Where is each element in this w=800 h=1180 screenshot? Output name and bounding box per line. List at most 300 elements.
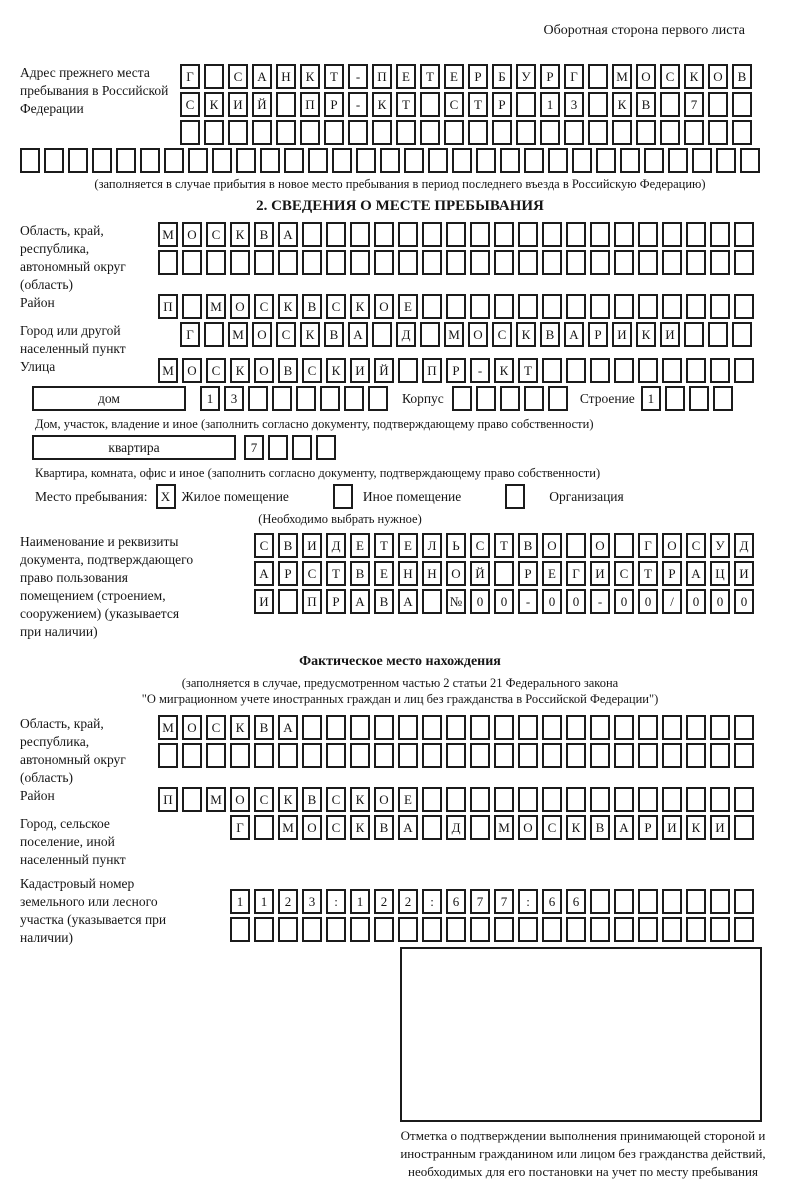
char-box: [542, 294, 562, 319]
char-box: [614, 222, 634, 247]
apartment-row: [32, 435, 780, 463]
char-box: С: [206, 358, 226, 383]
char-box: С: [326, 815, 346, 840]
char-box: [230, 917, 250, 942]
stamp-caption: Отметка о подтверждении выполнения принимающей стороной и иностранным гражданином или лицом без гражданства действий, необходимых для его постановки на учет по месту пребывания: [400, 1128, 766, 1179]
char-box: [398, 222, 418, 247]
char-box: Е: [374, 561, 394, 586]
char-box: О: [590, 533, 610, 558]
char-box: [686, 294, 706, 319]
char-box-row: [230, 815, 758, 840]
char-box: [638, 743, 658, 768]
char-box: [686, 787, 706, 812]
char-box: [662, 294, 682, 319]
char-box: В: [374, 589, 394, 614]
char-box: -: [518, 589, 538, 614]
char-box: [444, 120, 464, 145]
char-box: К: [278, 787, 298, 812]
stay-type-label: Место пребывания:: [35, 489, 148, 504]
char-box: С: [254, 533, 274, 558]
char-box: [422, 787, 442, 812]
char-box: 6: [542, 889, 562, 914]
char-box: №: [446, 589, 466, 614]
char-box: 0: [734, 589, 754, 614]
char-box: [230, 250, 250, 275]
char-box: Н: [276, 64, 296, 89]
char-box: -: [470, 358, 490, 383]
char-box: [368, 386, 388, 411]
char-box: [350, 222, 370, 247]
char-box: [374, 222, 394, 247]
char-box: [732, 120, 752, 145]
char-box: С: [614, 561, 634, 586]
char-box: О: [468, 322, 488, 347]
char-box-row: [158, 250, 758, 275]
char-box: 7: [684, 92, 704, 117]
char-box: О: [518, 815, 538, 840]
char-box: У: [710, 533, 730, 558]
char-box: М: [228, 322, 248, 347]
char-box: [734, 743, 754, 768]
char-box: 1: [200, 386, 220, 411]
prev-address-boxes: [180, 64, 756, 148]
char-box: [254, 250, 274, 275]
char-box: К: [636, 322, 656, 347]
char-box: И: [302, 533, 322, 558]
char-box: [662, 917, 682, 942]
char-box: [494, 787, 514, 812]
char-box: М: [612, 64, 632, 89]
field-region: [20, 222, 780, 294]
char-box: [686, 250, 706, 275]
house-caption: Дом, участок, владение и иное (заполнить согласно документу, подтверждающему право собственности): [35, 417, 594, 431]
char-box: [398, 250, 418, 275]
char-box: М: [158, 358, 178, 383]
field-district: [20, 294, 780, 322]
char-box: [302, 743, 322, 768]
char-box: 7: [244, 435, 264, 460]
char-box: В: [302, 294, 322, 319]
char-box: [302, 715, 322, 740]
char-box: О: [374, 294, 394, 319]
actual-region-label: Область, край, республика, автономный округ (область): [20, 716, 126, 785]
char-box: [374, 250, 394, 275]
char-box: И: [254, 589, 274, 614]
char-box: А: [278, 222, 298, 247]
district-label: Район: [20, 295, 55, 310]
char-box: [734, 889, 754, 914]
char-box: Й: [374, 358, 394, 383]
char-box: [710, 787, 730, 812]
char-box: Е: [398, 787, 418, 812]
char-box: 0: [686, 589, 706, 614]
char-box: 2: [278, 889, 298, 914]
char-box: /: [662, 589, 682, 614]
char-box: [302, 222, 322, 247]
char-box: К: [230, 222, 250, 247]
char-box: [404, 148, 424, 173]
char-box: О: [182, 222, 202, 247]
char-box: [612, 120, 632, 145]
char-box: [494, 294, 514, 319]
char-box: [620, 148, 640, 173]
char-box: С: [206, 222, 226, 247]
char-box: [665, 386, 685, 411]
char-box: О: [636, 64, 656, 89]
char-box: Р: [638, 815, 658, 840]
char-box: 0: [542, 589, 562, 614]
char-box: О: [230, 787, 250, 812]
char-box: С: [206, 715, 226, 740]
char-box: С: [326, 294, 346, 319]
char-box: Г: [566, 561, 586, 586]
char-box: О: [254, 358, 274, 383]
char-box: Г: [638, 533, 658, 558]
char-box: А: [254, 561, 274, 586]
char-box: [470, 715, 490, 740]
char-box: Р: [492, 92, 512, 117]
char-box: [566, 743, 586, 768]
char-box: [542, 917, 562, 942]
char-box: [380, 148, 400, 173]
char-box: [182, 250, 202, 275]
char-box: [518, 743, 538, 768]
char-box: [734, 222, 754, 247]
char-box: Е: [350, 533, 370, 558]
char-box: [638, 358, 658, 383]
char-box: [710, 222, 730, 247]
char-box: А: [252, 64, 272, 89]
char-box: О: [542, 533, 562, 558]
char-box: Т: [518, 358, 538, 383]
char-box: [494, 561, 514, 586]
char-box: [188, 148, 208, 173]
char-box: [548, 148, 568, 173]
char-box: [276, 120, 296, 145]
street-label: Улица: [20, 359, 56, 374]
char-box: [710, 715, 730, 740]
char-box: [278, 589, 298, 614]
field-actual-city: [20, 815, 780, 869]
char-box: В: [518, 533, 538, 558]
char-box: Д: [446, 815, 466, 840]
char-box: К: [230, 715, 250, 740]
char-box: [734, 294, 754, 319]
char-box: С: [470, 533, 490, 558]
char-box: [524, 148, 544, 173]
char-box: [350, 250, 370, 275]
char-box: С: [254, 294, 274, 319]
char-box: [668, 148, 688, 173]
house-label-box: дом: [32, 386, 186, 411]
char-box: К: [494, 358, 514, 383]
char-box: [494, 250, 514, 275]
char-box: П: [302, 589, 322, 614]
char-box: [422, 222, 442, 247]
char-box: [596, 148, 616, 173]
char-box: Ц: [710, 561, 730, 586]
char-box: [710, 358, 730, 383]
char-box: К: [350, 815, 370, 840]
char-box: -: [348, 92, 368, 117]
char-box: С: [180, 92, 200, 117]
char-box: [638, 787, 658, 812]
actual-location-caption-1: (заполняется в случае, предусмотренном частью 2 статьи 21 Федерального закона: [181, 676, 619, 690]
char-box: А: [278, 715, 298, 740]
char-box: И: [590, 561, 610, 586]
char-box: [524, 386, 544, 411]
char-box: [686, 743, 706, 768]
char-box: [638, 889, 658, 914]
char-box: [494, 222, 514, 247]
char-box: 7: [494, 889, 514, 914]
char-box: [164, 148, 184, 173]
char-box: [734, 917, 754, 942]
char-box: 3: [302, 889, 322, 914]
char-box: 2: [398, 889, 418, 914]
char-box: М: [494, 815, 514, 840]
char-box: [684, 322, 704, 347]
char-box: [542, 358, 562, 383]
char-box: В: [350, 561, 370, 586]
char-box: С: [276, 322, 296, 347]
char-box: [494, 917, 514, 942]
char-box: С: [686, 533, 706, 558]
char-box: А: [398, 815, 418, 840]
char-box: [254, 815, 274, 840]
char-box: К: [300, 322, 320, 347]
section2-title: 2. СВЕДЕНИЯ О МЕСТЕ ПРЕБЫВАНИЯ: [256, 198, 544, 214]
char-box: [566, 715, 586, 740]
char-box: [614, 917, 634, 942]
char-box: [268, 435, 288, 460]
char-box: [470, 222, 490, 247]
char-box: 1: [350, 889, 370, 914]
char-box: П: [372, 64, 392, 89]
char-box: [614, 743, 634, 768]
char-box: [614, 250, 634, 275]
char-box: В: [278, 358, 298, 383]
char-box: [590, 743, 610, 768]
char-box: [588, 120, 608, 145]
char-box: [470, 787, 490, 812]
char-box: А: [614, 815, 634, 840]
char-box-row: [452, 386, 572, 411]
char-box: [332, 148, 352, 173]
char-box: Е: [396, 64, 416, 89]
char-box: [204, 120, 224, 145]
char-box: [732, 92, 752, 117]
char-box: [420, 92, 440, 117]
char-box: [276, 92, 296, 117]
char-box: :: [326, 889, 346, 914]
char-box: Е: [398, 533, 418, 558]
char-box: [566, 222, 586, 247]
char-box: 2: [374, 889, 394, 914]
stamp-box: [400, 947, 762, 1122]
char-box: [206, 250, 226, 275]
char-box: О: [182, 358, 202, 383]
char-box: [446, 787, 466, 812]
apartment-label-box: квартира: [32, 435, 236, 460]
char-box: [470, 294, 490, 319]
char-box: [590, 294, 610, 319]
char-box: Г: [230, 815, 250, 840]
char-box: [710, 917, 730, 942]
char-box: К: [350, 294, 370, 319]
char-box: [662, 889, 682, 914]
char-box-row: [158, 294, 758, 319]
char-box: С: [492, 322, 512, 347]
char-box: Н: [398, 561, 418, 586]
char-box: П: [158, 294, 178, 319]
char-box: В: [278, 533, 298, 558]
char-box: [740, 148, 760, 173]
char-box: [684, 120, 704, 145]
char-box: [590, 358, 610, 383]
char-box-row: [254, 533, 758, 558]
char-box: С: [302, 561, 322, 586]
char-box: Д: [734, 533, 754, 558]
char-box: В: [374, 815, 394, 840]
char-box: [662, 222, 682, 247]
char-box: [356, 148, 376, 173]
char-box: С: [444, 92, 464, 117]
char-box: [494, 743, 514, 768]
char-box: [470, 917, 490, 942]
char-box: [260, 148, 280, 173]
char-box: И: [228, 92, 248, 117]
char-box: С: [302, 358, 322, 383]
char-box: К: [300, 64, 320, 89]
char-box: [452, 148, 472, 173]
char-box: [588, 64, 608, 89]
char-box: [428, 148, 448, 173]
char-box: [708, 322, 728, 347]
apartment-caption: Квартира, комната, офис и иное (заполнить согласно документу, подтверждающему право собственности): [35, 466, 601, 480]
char-box: [572, 148, 592, 173]
char-box: [230, 743, 250, 768]
char-box: [734, 358, 754, 383]
char-box: 1: [230, 889, 250, 914]
field-city: [20, 322, 780, 358]
char-box: 7: [470, 889, 490, 914]
option-organization-label: Организация: [549, 489, 624, 504]
char-box: [590, 250, 610, 275]
char-box: [516, 92, 536, 117]
char-box: [710, 889, 730, 914]
char-box: Р: [446, 358, 466, 383]
char-box: К: [516, 322, 536, 347]
char-box: [500, 386, 520, 411]
cadastral-label: Кадастровый номер земельного или лесного участка (указывается при наличии): [20, 876, 167, 945]
char-box: Г: [564, 64, 584, 89]
char-box: Д: [326, 533, 346, 558]
char-box: [374, 743, 394, 768]
char-box: Н: [422, 561, 442, 586]
char-box-row: [20, 148, 780, 173]
char-box: [708, 92, 728, 117]
char-box: [252, 120, 272, 145]
char-box: [236, 148, 256, 173]
char-box: К: [684, 64, 704, 89]
char-box: [278, 917, 298, 942]
char-box: [614, 787, 634, 812]
char-box-row: [158, 743, 758, 768]
char-box: [636, 120, 656, 145]
char-box: [422, 715, 442, 740]
char-box: 3: [224, 386, 244, 411]
stay-type-note: (Необходимо выбрать нужное): [258, 512, 422, 526]
char-box: [518, 222, 538, 247]
field-document: [20, 533, 780, 641]
char-box: С: [228, 64, 248, 89]
char-box: [518, 250, 538, 275]
char-box: 0: [494, 589, 514, 614]
char-box: М: [206, 787, 226, 812]
char-box: [686, 222, 706, 247]
char-box: [566, 358, 586, 383]
char-box-row: [254, 561, 758, 586]
char-box: М: [158, 222, 178, 247]
char-box: В: [302, 787, 322, 812]
char-box: Е: [542, 561, 562, 586]
char-box: С: [326, 787, 346, 812]
char-box: В: [590, 815, 610, 840]
char-box: [116, 148, 136, 173]
char-box: В: [636, 92, 656, 117]
char-box: [374, 715, 394, 740]
char-box: [374, 917, 394, 942]
char-box: [492, 120, 512, 145]
option-dwelling-label: Жилое помещение: [181, 489, 289, 504]
char-box: [248, 386, 268, 411]
char-box: [540, 120, 560, 145]
char-box: [398, 715, 418, 740]
char-box: [302, 917, 322, 942]
char-box: [638, 250, 658, 275]
char-box: [422, 589, 442, 614]
char-box-row: [244, 435, 340, 460]
char-box: [518, 715, 538, 740]
char-box: П: [422, 358, 442, 383]
char-box: [350, 743, 370, 768]
char-box: [689, 386, 709, 411]
char-box: [254, 917, 274, 942]
char-box: Р: [662, 561, 682, 586]
char-box: И: [660, 322, 680, 347]
char-box: В: [540, 322, 560, 347]
char-box: [542, 222, 562, 247]
char-box: [542, 250, 562, 275]
char-box: 0: [614, 589, 634, 614]
char-box: [372, 322, 392, 347]
char-box: Р: [468, 64, 488, 89]
char-box: К: [372, 92, 392, 117]
char-box: [446, 294, 466, 319]
char-box-row: [200, 386, 392, 411]
document-boxes: [254, 533, 758, 617]
char-box: Л: [422, 533, 442, 558]
char-box: К: [612, 92, 632, 117]
char-box: -: [348, 64, 368, 89]
char-box: [686, 358, 706, 383]
char-box-row: [158, 787, 758, 812]
char-box: Р: [588, 322, 608, 347]
char-box: [638, 917, 658, 942]
char-box: [710, 743, 730, 768]
char-box-row: [230, 889, 758, 914]
